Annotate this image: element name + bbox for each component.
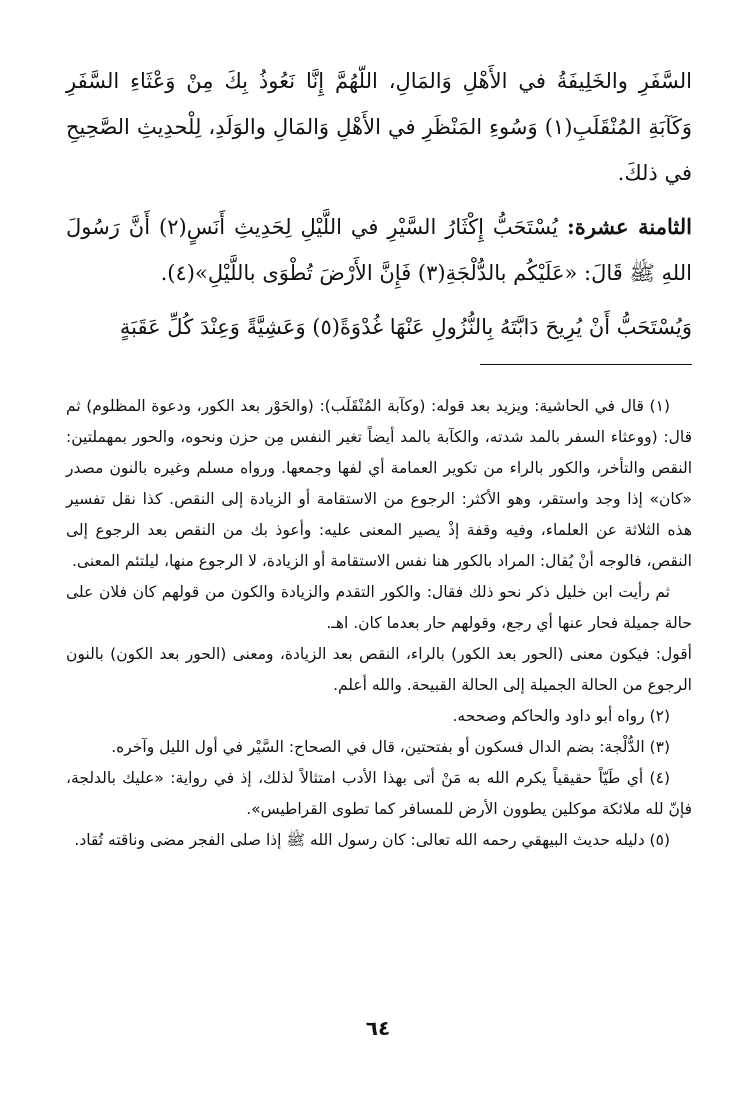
footnote-1: (١) قال في الحاشية: ويزيد بعد قوله: (وكآبة المُنْقَلَب): (والحَوْر بعد الكور، ودعوة المظلوم) ثم قال: (ووعثاء السفر بالمد شدته، والكآبة بالمد أيضاً تغير النفس مِن حزن ونحوه، والحور بمهملتين: النقص والتأخر، والكور بالراء من تكوير العمامة أي لفها وجمعها. ورواه مسلم وغيره بالنون مصدر «كان» إذا وجد واستقر، وهو الأكثر: الرجوع من الاستقامة أو الزيادة إلى النقص. كذا نقل تفسير هذه الثلاثة عن العلماء، وفيه وقفة إذْ يصير المعنى عليه: وأعوذ بك من النقص بعد الرجوع إلى النقص، فالوجه أنْ يُقال: المراد بالكور هنا نفس الاستقامة أو الزيادة، لا الرجوع منها، ليلتئم المعنى. (66, 397, 692, 570)
footnote-4: (٤) أي طَيّاً حقيقياً يكرم الله به مَنْ أتى بهذا الأدب امتثالاً لذلك، إذ في رواية: «عليك بالدلجة، فإنّ لله ملائكة موكلين يطوون الأرض للمسافر كما تطوى القراطيس». (66, 769, 692, 818)
page-number: ٦٤ (365, 1016, 391, 1040)
section-lead: الثامنة عشرة: (566, 214, 692, 239)
footnotes-block (66, 391, 692, 856)
main-paragraph-2 (66, 204, 692, 296)
footnote-3: (٣) الدُّلْجة: بضم الدال فسكون أو بفتحتين، قال في الصحاح: السَّيْر في أول الليل وآخره. (111, 738, 670, 756)
footnote-divider (480, 364, 692, 365)
main-paragraph-2-body: يُسْتَحَبُّ إِكْثَارُ السَّيْرِ في اللَّيْلِ لِحَدِيثِ أَنَسٍ(٢) أَنَّ رَسُولَ اللهِ ﷺ قَالَ: «عَلَيْكُم بالدُّلْجَةِ(٣) فَإِنَّ الأَرْضَ تُطْوَى باللَّيْلِ»(٤). (66, 215, 692, 285)
footnote-5: (٥) دليله حديث البيهقي رحمه الله تعالى: كان رسول الله ﷺ إذا صلى الفجر مضى وناقته تُقاد. (74, 831, 670, 849)
main-text-block (66, 58, 692, 350)
main-paragraph-3: وَيُسْتَحَبُّ أَنْ يُرِيحَ دَابَّتَهُ بِالنُّزُولِ عَنْهَا غُدْوَةً(٥) وَعَشِيَّةً وَعِنْدَ كُلِّ عَقَبَةٍ (119, 315, 692, 339)
footnote-2: (٢) رواه أبو داود والحاكم وصححه. (452, 707, 670, 725)
footnote-1-continued: ثم رأيت ابن خليل ذكر نحو ذلك فقال: والكور التقدم والزيادة والكون من قولهم كان فلان على حالة جميلة فحار عنها أي رجع، وقولهم حار بعدما كان. اهـ. (66, 583, 692, 632)
main-paragraph-1: السَّفَرِ والخَلِيفَةُ في الأَهْلِ وَالمَالِ، اللّهُمَّ إِنَّا نَعُوذُ بِكَ مِنْ وَعْثَاءِ السَّفَرِ وَكَآبَةِ المُنْقَلَبِ(١) وَسُوءِ المَنْظَرِ في الأَهْلِ وَالمَالِ والوَلَدِ، لِلْحدِيثِ الصَّحِيحِ في ذلكَ. (66, 69, 692, 185)
footnote-1-comment: أقول: فيكون معنى (الحور بعد الكور) بالراء، النقص بعد الزيادة، ومعنى (الحور بعد الكون) بالنون الرجوع من الحالة الجميلة إلى الحالة القبيحة. والله أعلم. (66, 645, 692, 694)
